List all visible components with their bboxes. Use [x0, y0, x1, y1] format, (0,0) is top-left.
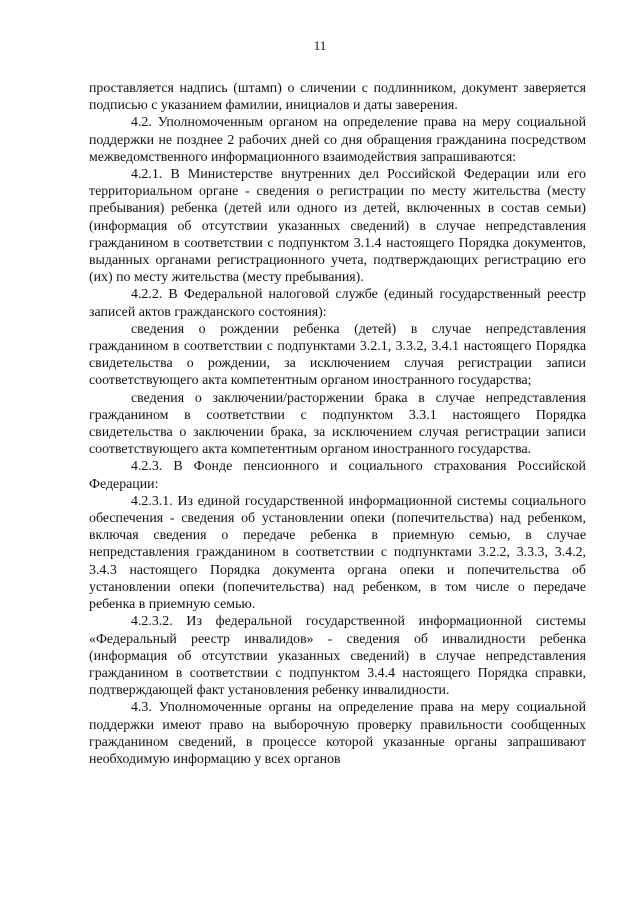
paragraph-marriage-info: сведения о заключении/расторжении брака в случае непредставления гражданином в соответствии с подпунктом 3.3.1 настоящего Порядка свидетельства о заключении брака, за исключением случая регистрации записи соответствующего акта компетентным органом иностранного государства. [89, 390, 586, 458]
page-number: 11 [313, 38, 327, 53]
paragraph-continuation: проставляется надпись (штамп) о сличении с подлинником, документ заверяется подписью с указанием фамилии, инициалов и даты заверения. [89, 81, 586, 114]
paragraph-4-2-2: 4.2.2. В Федеральной налоговой службе (единый государственный реестр записей актов гражданского состояния): [89, 287, 586, 320]
paragraph-birth-info: сведения о рождении ребенка (детей) в случае непредставления гражданином в соответствии с подпунктами 3.2.1, 3.3.2, 3.4.1 настоящего Порядка свидетельства о рождении, за исключением случая регистрации записи соответствующего акта компетентным органом иностранного государства; [89, 321, 586, 389]
paragraph-4-2-1: 4.2.1. В Министерстве внутренних дел Российской Федерации или его территориальном органе - сведения о регистрации по месту жительства (месту пребывания) ребенка (детей или одного из детей, включенных в состав семьи) (информация об отсутствии указанных сведений) в случае непредставления гражданином в соответствии с подпунктом 3.1.4 настоящего Порядка документов, выданных органами регистрационного учета, подтверждающих регистрацию его (их) по месту жительства (месту пребывания). [89, 167, 586, 286]
paragraph-4-3: 4.3. Уполномоченные органы на определение права на меру социальной поддержки имеют право на выборочную проверку правильности сообщенных гражданином сведений, в процессе которой указанные органы запрашивают необходимую информацию у всех органов [89, 700, 586, 767]
document-body [89, 80, 586, 768]
paragraph-4-2-3-2: 4.2.3.2. Из федеральной государственной информационной системы «Федеральный реестр инвалидов» - сведения об инвалидности ребенка (информация об отсутствии указанных сведений) в случае непредставления гражданином в соответствии с подпунктом 3.4.4 настоящего Порядка справки, подтверждающей факт установления ребенку инвалидности. [89, 614, 586, 699]
paragraph-4-2-3: 4.2.3. В Фонде пенсионного и социального страхования Российской Федерации: [89, 459, 586, 492]
paragraph-4-2-3-1: 4.2.3.1. Из единой государственной информационной системы социального обеспечения - сведения об установлении опеки (попечительства) над ребенком, включая сведения о передаче ребенка в приемную семью, в случае непредставления гражданином в соответствии с подпунктами 3.2.2, 3.3.3, 3.4.2, 3.4.3 настоящего Порядка документа органа опеки и попечительства об установлении опеки (попечительства) над ребенком, в том числе о передаче ребенка в приемную семью. [89, 493, 586, 613]
paragraph-4-2: 4.2. Уполномоченным органом на определение права на меру социальной поддержки не позднее 2 рабочих дней со дня обращения гражданина посредством межведомственного информационного взаимодействия запрашиваются: [89, 115, 586, 165]
